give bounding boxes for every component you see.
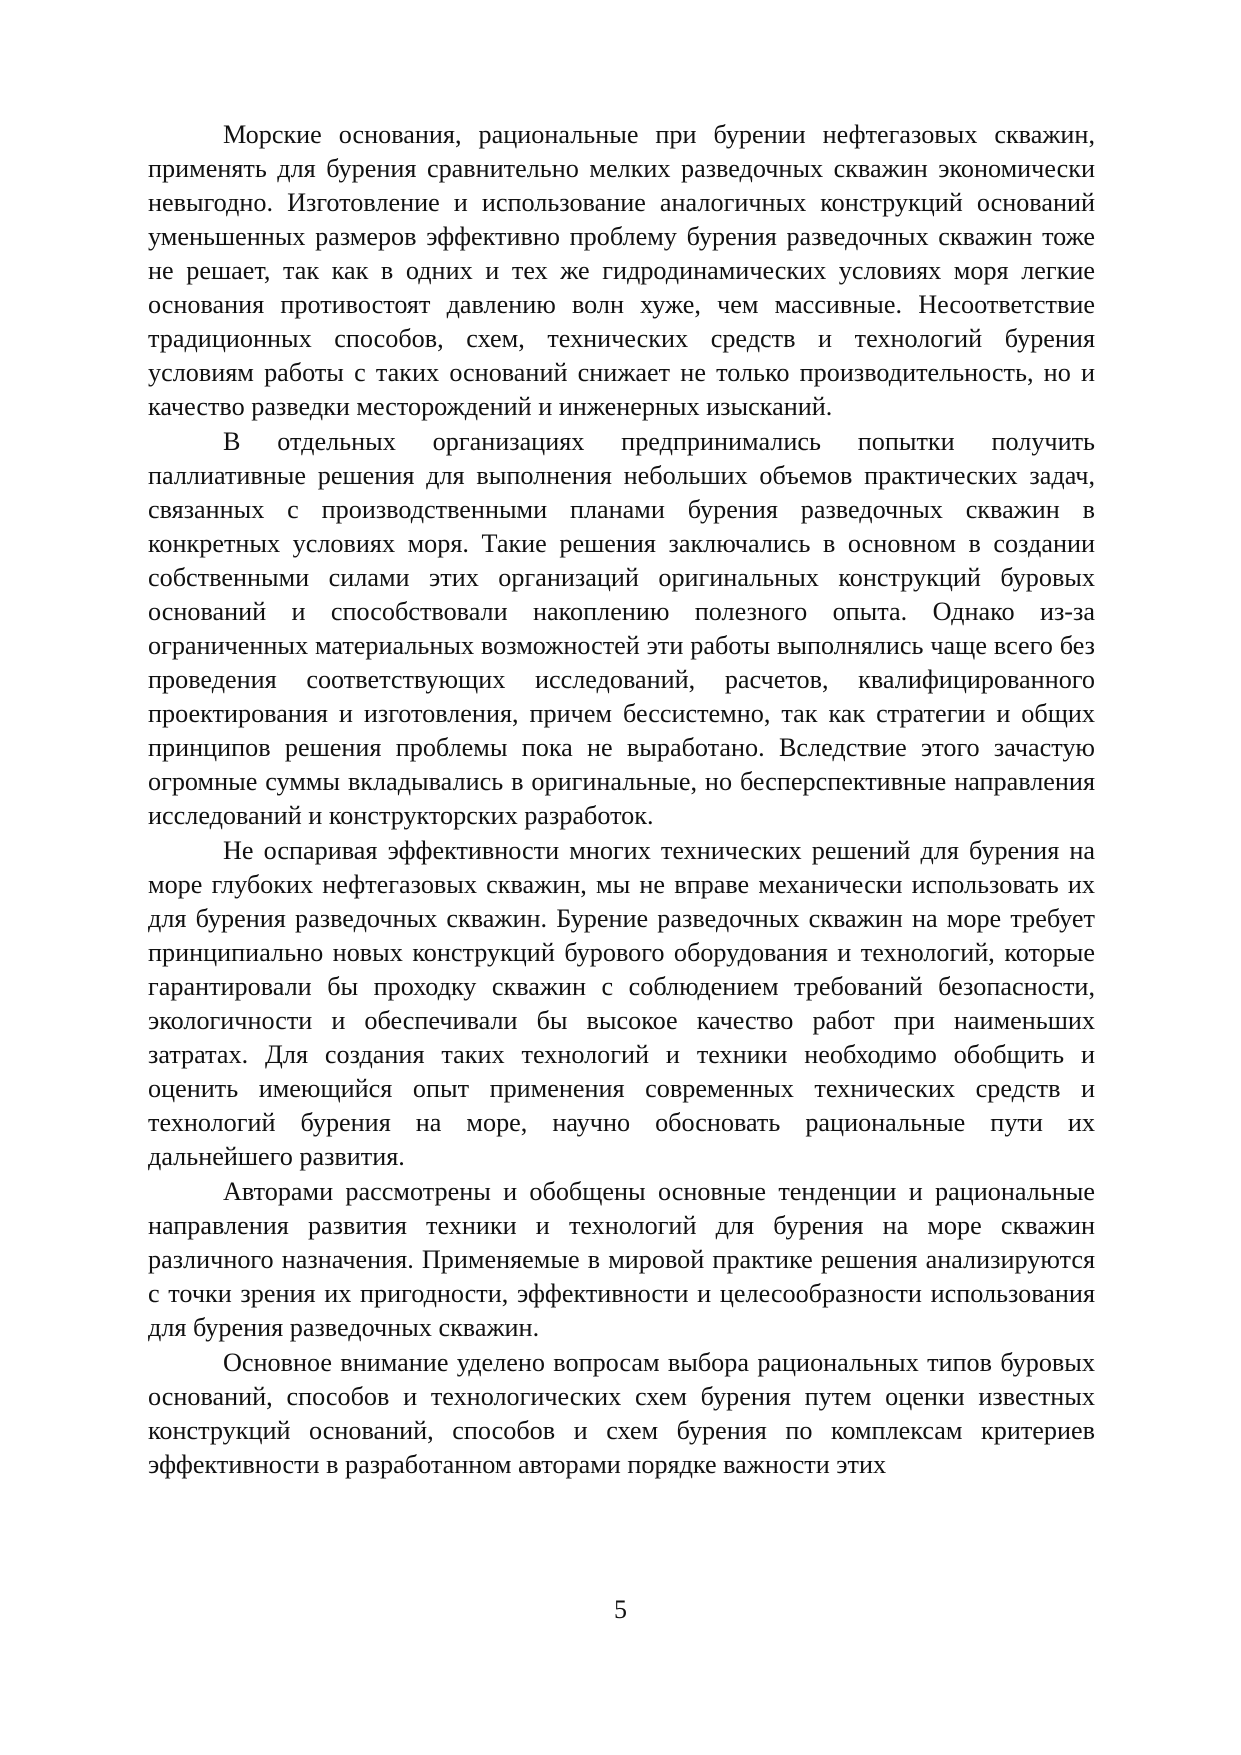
page-number: 5 xyxy=(614,1595,627,1624)
paragraph-3: Не оспаривая эффективности многих технических решений для бурения на море глубоких нефтегазовых скважин, мы не вправе механически использовать их для бурения разведочных скважин. Бурение разведочных скважин на море требует принципиально новых конструкций бурового оборудования и технологий, которые гарантировали бы проходку скважин с соблюдением требований безопасности, экологичности и обеспечивали бы высокое качество работ при наименьших затратах. Для создания таких технологий и техники необходимо обобщить и оценить имеющийся опыт применения современных технических средств и технологий бурения на море, научно обосновать рациональные пути их дальнейшего развития. xyxy=(148,836,1095,1171)
paragraph-4: Авторами рассмотрены и обобщены основные тенденции и рациональные направления развития техники и технологий для бурения на море скважин различного назначения. Применяемые в мировой практике решения анализируются с точки зрения их пригодности, эффективности и целесообразности использования для бурения разведочных скважин. xyxy=(148,1177,1095,1342)
paragraph-2: В отдельных организациях предпринимались попытки получить паллиативные решения для выполнения небольших объемов практических задач, связанных с производственными планами бурения разведочных скважин в конкретных условиях моря. Такие решения заключались в основном в создании собственными силами этих организаций оригинальных конструкций буровых оснований и способствовали накоплению полезного опыта. Однако из-за ограниченных материальных возможностей эти работы выполнялись чаще всего без проведения соответствующих исследований, расчетов, квалифицированного проектирования и изготовления, причем бессистемно, так как стратегии и общих принципов решения проблемы пока не выработано. Вследствие этого зачастую огромные суммы вкладывались в оригинальные, но бесперспективные направления исследований и конструкторских разработок. xyxy=(148,427,1095,830)
paragraph-1: Морские основания, рациональные при бурении нефтегазовых скважин, применять для бурения сравнительно мелких разведочных скважин экономически невыгодно. Изготовление и использование аналогичных конструкций оснований уменьшенных размеров эффективно проблему бурения разведочных скважин тоже не решает, так как в одних и тех же гидродинамических условиях моря легкие основания противостоят давлению волн хуже, чем массивные. Несоответствие традиционных способов, схем, технических средств и технологий бурения условиям работы с таких оснований снижает не только производительность, но и качество разведки месторождений и инженерных изысканий. xyxy=(148,120,1095,421)
paragraph-5: Основное внимание уделено вопросам выбора рациональных типов буровых оснований, способов и технологических схем бурения путем оценки известных конструкций оснований, способов и схем бурения по комплексам критериев эффективности в разработанном авторами порядке важности этих xyxy=(148,1348,1095,1479)
body-text xyxy=(148,118,1095,1482)
